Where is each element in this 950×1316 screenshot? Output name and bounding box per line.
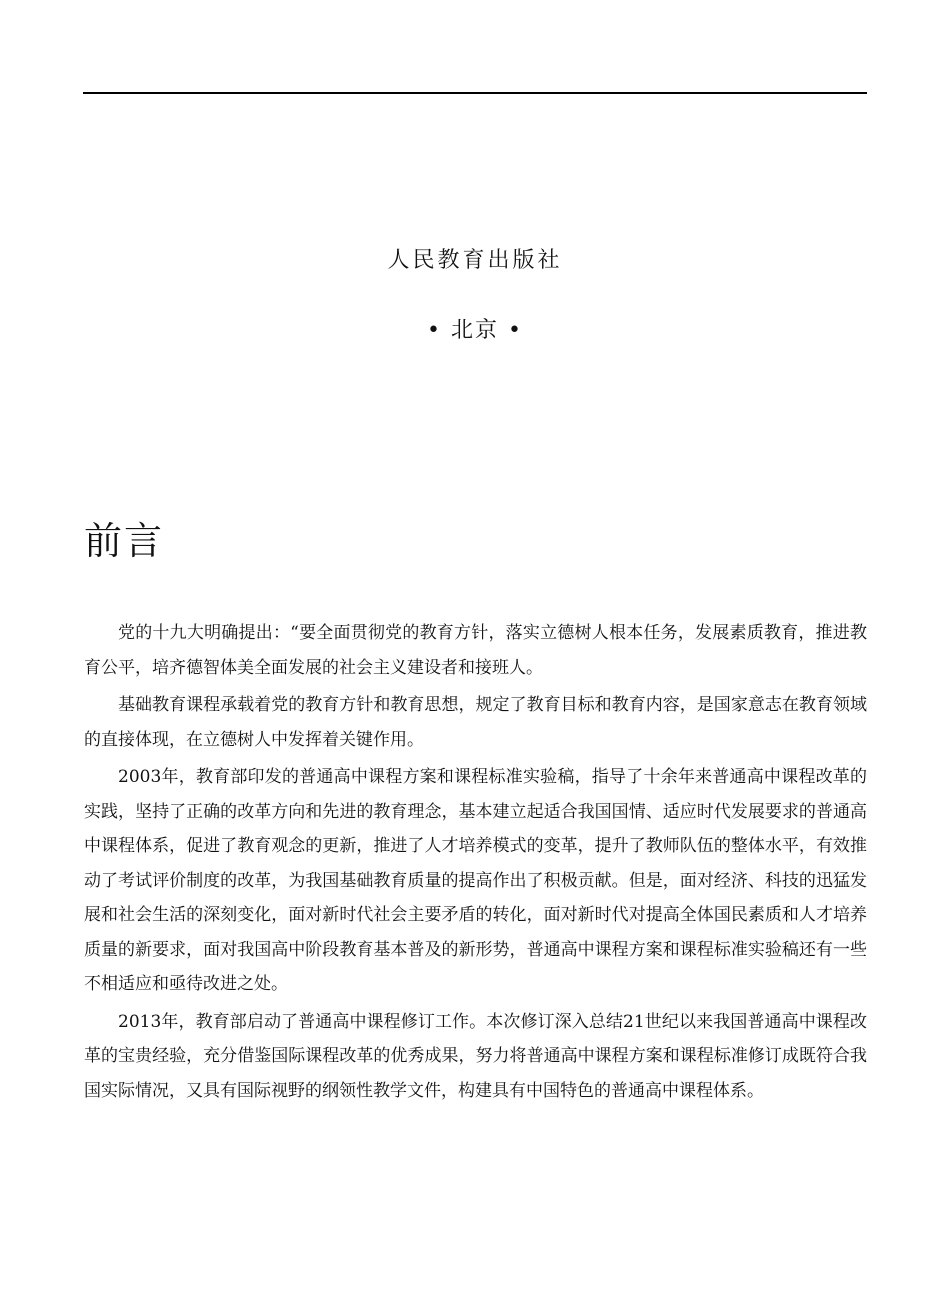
- preface-body: [84, 616, 867, 1111]
- top-rule: [83, 92, 867, 94]
- paragraph-2: 基础教育课程承载着党的教育方针和教育思想，规定了教育目标和教育内容，是国家意志在教育领域的直接体现，在立德树人中发挥着关键作用。: [84, 695, 867, 750]
- paragraph-3: 2003年，教育部印发的普通高中课程方案和课程标准实验稿，指导了十余年来普通高中课程改革的实践，坚持了正确的改革方向和先进的教育理念，基本建立起适合我国国情、适应时代发展要求的普通高中课程体系，促进了教育观念的更新，推进了人才培养模式的变革，提升了教师队伍的整体水平，有效推动了考试评价制度的改革，为我国基础教育质量的提高作出了积极贡献。但是，面对经济、科技的迅猛发展和社会生活的深刻变化，面对新时代社会主要矛盾的转化，面对新时代对提高全体国民素质和人才培养质量的新要求，面对我国高中阶段教育基本普及的新形势，普通高中课程方案和课程标准实验稿还有一些不相适应和亟待改进之处。: [84, 767, 867, 994]
- section-heading: 前言: [84, 519, 165, 563]
- publisher-city: • 北京 •: [427, 318, 523, 343]
- paragraph-4: 2013年，教育部启动了普通高中课程修订工作。本次修订深入总结21世纪以来我国普通高中课程改革的宝贵经验，充分借鉴国际课程改革的优秀成果，努力将普通高中课程方案和课程标准修订成既符合我国实际情况，又具有国际视野的纲领性教学文件，构建具有中国特色的普通高中课程体系。: [84, 1011, 867, 1101]
- paragraph-1: 党的十九大明确提出：“要全面贯彻党的教育方针，落实立德树人根本任务，发展素质教育，推进教育公平，培齐德智体美全面发展的社会主义建设者和接班人。: [84, 623, 867, 678]
- publisher-name: 人民教育出版社: [387, 248, 563, 273]
